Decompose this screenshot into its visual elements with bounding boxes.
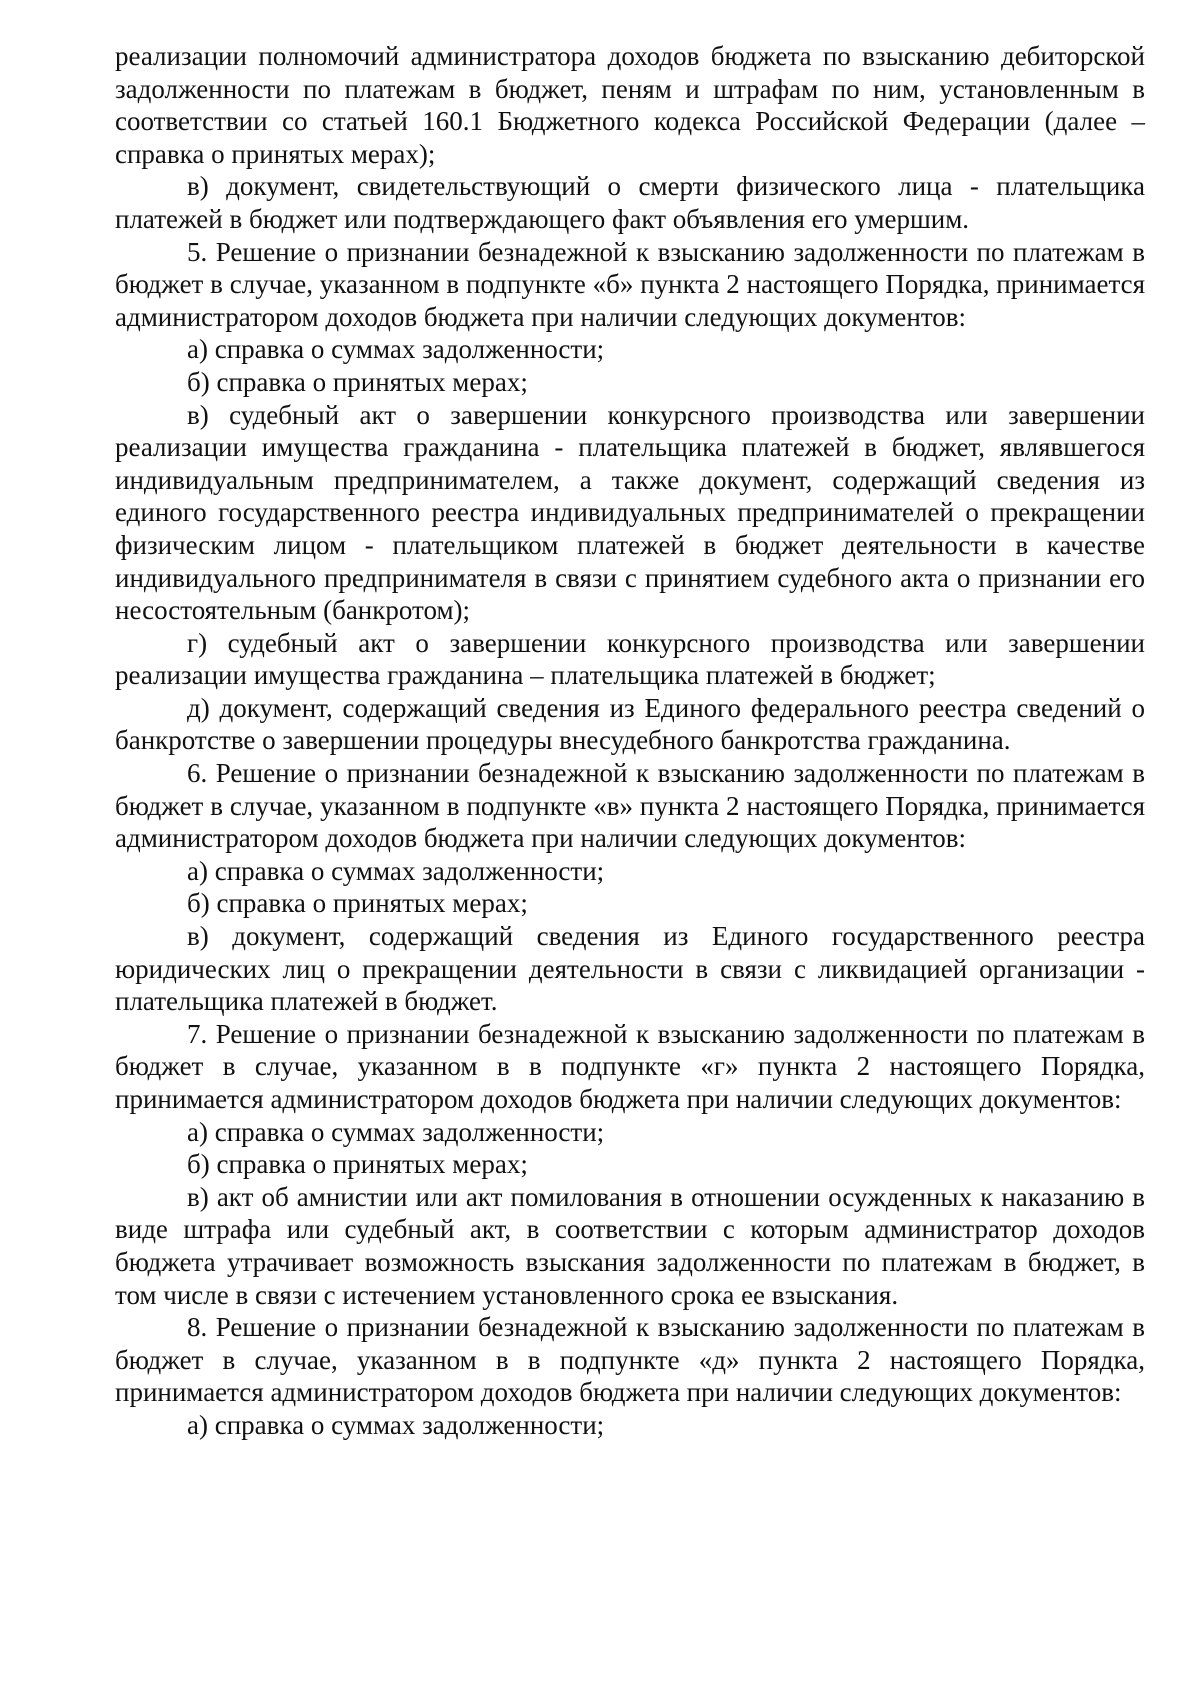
paragraph-item-v: в) документ, содержащий сведения из Единого государственного реестра юридических лиц о прекращении деятельности в связи с ликвидацией организации - плательщика платежей в бюджет. [115,921,1145,1017]
paragraph-clause-5: 5. Решение о признании безнадежной к взысканию задолженности по платежам в бюджет в случае, указанном в подпункте «б» пункта 2 настоящего Порядка, принимается администратором доходов бюджета при наличии следующих документов: [115,236,1145,332]
paragraph-item-a: а) справка о суммах задолженности; [187,855,605,886]
paragraph-item-b: б) справка о принятых мерах; [187,366,528,397]
paragraph-item-v: в) документ, свидетельствующий о смерти физического лица - плательщика платежей в бюджет или подтверждающего факт объявления его умершим. [115,171,1145,234]
paragraph-item-v: в) судебный акт о завершении конкурсного производства или завершении реализации имущества гражданина - плательщика платежей в бюджет, являвшегося индивидуальным предпринимателем, а также документ, содержащий сведения из единого государственного реестра индивидуальных предпринимателей о прекращении физическим лицом - плательщиком платежей в бюджет деятельности в качестве индивидуального предпринимателя в связи с принятием судебного акта о признании его несостоятельным (банкротом); [115,399,1145,626]
document-page [115,40,1145,1442]
paragraph-item-a: а) справка о суммах задолженности; [187,334,605,365]
paragraph-clause-6: 6. Решение о признании безнадежной к взысканию задолженности по платежам в бюджет в случае, указанном в подпункте «в» пункта 2 настоящего Порядка, принимается администратором доходов бюджета при наличии следующих документов: [115,758,1145,854]
paragraph-clause-8: 8. Решение о признании безнадежной к взысканию задолженности по платежам в бюджет в случае, указанном в в подпункте «д» пункта 2 настоящего Порядка, принимается администратором доходов бюджета при наличии следующих документов: [115,1312,1145,1408]
paragraph-item-d: д) документ, содержащий сведения из Единого федерального реестра сведений о банкротстве о завершении процедуры внесудебного банкротства гражданина. [115,692,1145,756]
paragraph-item-b: б) справка о принятых мерах; [187,1149,528,1180]
paragraph-item-g: г) судебный акт о завершении конкурсного производства или завершении реализации имущества гражданина – плательщика платежей в бюджет; [115,627,1145,691]
paragraph-continuation: реализации полномочий администратора доходов бюджета по взысканию дебиторской задолженности по платежам в бюджет, пеням и штрафам по ним, установленным в соответствии со статьей 160.1 Бюджетного кодекса Российской Федерации (далее – справка о принятых мерах); [115,41,1145,169]
paragraph-item-a: а) справка о суммах задолженности; [187,1409,605,1440]
paragraph-item-a: а) справка о суммах задолженности; [187,1116,605,1147]
paragraph-item-b: б) справка о принятых мерах; [187,888,528,919]
paragraph-item-v: в) акт об амнистии или акт помилования в отношении осужденных к наказанию в виде штрафа или судебный акт, в соответствии с которым администратор доходов бюджета утрачивает возможность взыскания задолженности по платежам в бюджет, в том числе в связи с истечением установленного срока ее взыскания. [115,1181,1145,1310]
paragraph-clause-7: 7. Решение о признании безнадежной к взысканию задолженности по платежам в бюджет в случае, указанном в в подпункте «г» пункта 2 настоящего Порядка, принимается администратором доходов бюджета при наличии следующих документов: [115,1018,1145,1114]
